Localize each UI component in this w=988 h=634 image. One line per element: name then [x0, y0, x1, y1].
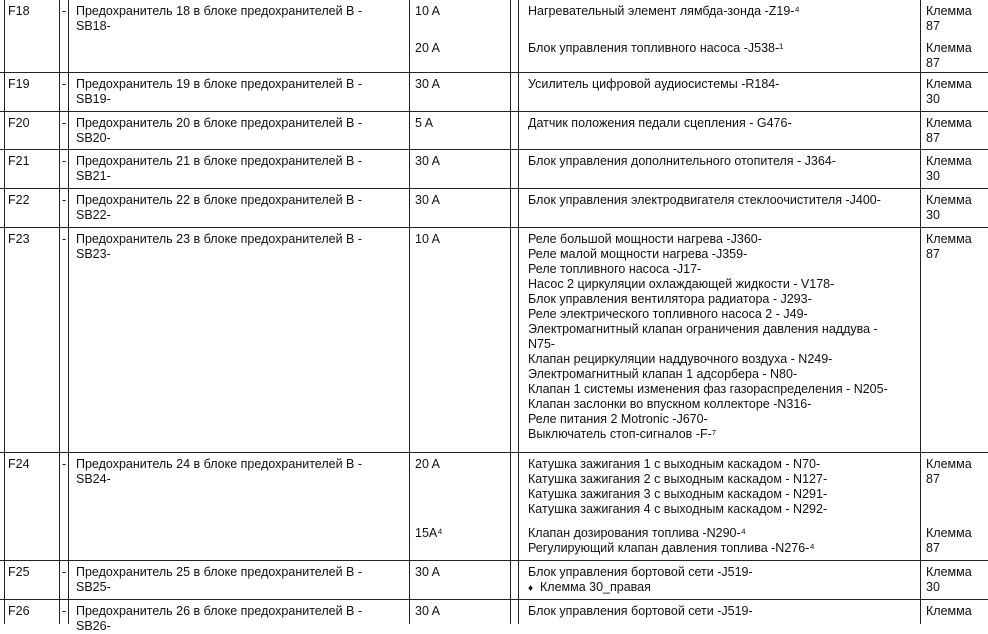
text-line: 87 [926, 247, 940, 261]
terminal [926, 232, 972, 262]
text-line: 30 [926, 208, 940, 222]
text-line: Реле малой мощности нагрева -J359- [528, 247, 748, 261]
text-line: Выключатель стоп-сигналов -F-⁷ [528, 427, 717, 441]
consumer-list [528, 526, 815, 556]
consumer-list [528, 4, 800, 19]
fuse-id: F19 [8, 77, 30, 91]
text-line: SB22- [76, 208, 111, 222]
row-divider [0, 149, 988, 150]
amperage: 30 A [415, 77, 441, 91]
dash-cell: - [62, 77, 67, 91]
text-line: Клапан дозирования топлива -N290-⁴ [528, 526, 747, 540]
terminal [926, 565, 972, 595]
text-line: Клемма [926, 604, 972, 618]
text-line: Клапан заслонки во впускном коллекторе -N316- [528, 397, 812, 411]
bullet-item [528, 580, 753, 596]
row-divider [0, 188, 988, 189]
text-line: Блок управления топливного насоса -J538-¹ [528, 41, 784, 55]
text-line: SB24- [76, 472, 111, 486]
text-line: 30 [926, 580, 940, 594]
text-line: Усилитель цифровой аудиосистемы -R184- [528, 77, 780, 91]
fuse-description [76, 77, 362, 107]
text-line: Предохранитель 22 в блоке предохранителей В - [76, 193, 363, 207]
row-divider [0, 560, 988, 561]
row-divider [0, 452, 988, 453]
consumer-list [528, 604, 753, 619]
text-line: Предохранитель 26 в блоке предохранителей В - [76, 604, 363, 618]
dash-cell: - [62, 232, 67, 246]
text-line: Клемма [926, 232, 972, 246]
column-divider [59, 0, 60, 624]
consumer-list [528, 232, 888, 442]
text-line: Клапан 1 системы изменения фаз газораспределения - N205- [528, 382, 888, 396]
amperage: 30 A [415, 565, 441, 579]
text-line: Регулирующий клапан давления топлива -N276-⁴ [528, 541, 815, 555]
terminal [926, 4, 972, 34]
text-line: Предохранитель 19 в блоке предохранителей В - [76, 77, 363, 91]
terminal [926, 154, 972, 184]
amperage: 10 A [415, 232, 441, 246]
text-line: 87 [926, 472, 940, 486]
fuse-description [76, 193, 362, 223]
text-line: SB21- [76, 169, 111, 183]
fuse-id: F23 [8, 232, 30, 246]
dash-cell: - [62, 154, 67, 168]
text-line: Нагревательный элемент лямбда-зонда -Z19-⁴ [528, 4, 800, 18]
text-line: Клемма [926, 116, 972, 130]
terminal [926, 77, 972, 107]
consumer-list [528, 154, 836, 169]
row-divider [0, 599, 988, 600]
consumer-list [528, 77, 779, 92]
fuse-id: F26 [8, 604, 30, 618]
fuse-id: F25 [8, 565, 30, 579]
fuse-description [76, 154, 362, 184]
fuse-description [76, 604, 362, 634]
text-line: Клемма [926, 565, 972, 579]
column-divider [920, 0, 921, 624]
amperage: 30 A [415, 604, 441, 618]
text-line: 30 [926, 169, 940, 183]
amperage: 20 A [415, 41, 441, 55]
text-line: Электромагнитный клапан 1 адсорбера - N80- [528, 367, 798, 381]
text-line: SB23- [76, 247, 111, 261]
text-line: Клемма [926, 4, 972, 18]
amperage: 15A⁴ [415, 526, 443, 540]
amperage: 30 A [415, 154, 441, 168]
consumer-list [528, 193, 881, 208]
consumer-list [528, 41, 783, 56]
text-line: 87 [926, 19, 940, 33]
text-line: Клемма [926, 154, 972, 168]
fuse-id: F21 [8, 154, 30, 168]
column-divider [510, 0, 511, 624]
text-line: 30 [926, 92, 940, 106]
text-line: Датчик положения педали сцепления - G476- [528, 116, 792, 130]
text-line: Предохранитель 20 в блоке предохранителей В - [76, 116, 363, 130]
text-line: N75- [528, 337, 556, 351]
dash-cell: - [62, 193, 67, 207]
text-line: SB18- [76, 19, 111, 33]
text-line: Блок управления бортовой сети -J519- [528, 565, 753, 579]
text-line: Реле большой мощности нагрева -J360- [528, 232, 762, 246]
fuse-id: F24 [8, 457, 30, 471]
consumer-list [528, 457, 827, 517]
text-line: Блок управления дополнительного отопителя - J364- [528, 154, 836, 168]
column-divider [409, 0, 410, 624]
text-line: SB26- [76, 619, 111, 633]
text-line: SB20- [76, 131, 111, 145]
text-line: 87 [926, 56, 940, 70]
terminal [926, 604, 972, 619]
consumer-list [528, 565, 753, 596]
text-line: Предохранитель 23 в блоке предохранителей В - [76, 232, 363, 246]
diamond-bullet-icon: ♦ [528, 583, 534, 594]
text-line: SB19- [76, 92, 111, 106]
text-line: SB25- [76, 580, 111, 594]
dash-cell: - [62, 457, 67, 471]
text-line: Клемма [926, 41, 972, 55]
text-line: Блок управления электродвигателя стеклоочистителя -J400- [528, 193, 881, 207]
text-line: Предохранитель 24 в блоке предохранителей В - [76, 457, 363, 471]
column-divider [68, 0, 69, 624]
text-line: Реле питания 2 Motronic -J670- [528, 412, 708, 426]
text-line: Катушка зажигания 2 с выходным каскадом - N127- [528, 472, 828, 486]
terminal [926, 116, 972, 146]
text-line: Реле электрического топливного насоса 2 - J49- [528, 307, 808, 321]
consumer-list [528, 116, 792, 131]
fuse-description [76, 232, 362, 262]
fuse-id: F20 [8, 116, 30, 130]
text-line: Клемма [926, 526, 972, 540]
terminal [926, 457, 972, 487]
amperage: 5 A [415, 116, 434, 130]
text-line: Насос 2 циркуляции охлаждающей жидкости - V178- [528, 277, 835, 291]
text-line: Клемма [926, 193, 972, 207]
column-divider [4, 0, 5, 624]
amperage: 10 A [415, 4, 441, 18]
text-line: Предохранитель 25 в блоке предохранителей В - [76, 565, 363, 579]
row-divider [0, 111, 988, 112]
row-divider [0, 227, 988, 228]
amperage: 30 A [415, 193, 441, 207]
terminal [926, 193, 972, 223]
text-line: 87 [926, 541, 940, 555]
row-divider [0, 72, 988, 73]
text-line: Блок управления бортовой сети -J519- [528, 604, 753, 618]
text-line: Клапан рециркуляции наддувочного воздуха - N249- [528, 352, 833, 366]
text-line: 87 [926, 131, 940, 145]
text-line: Предохранитель 18 в блоке предохранителей В - [76, 4, 363, 18]
text-line: Катушка зажигания 3 с выходным каскадом - N291- [528, 487, 828, 501]
text-line: Клемма [926, 77, 972, 91]
fuse-description [76, 457, 362, 487]
fuse-description [76, 565, 362, 595]
text-line: Предохранитель 21 в блоке предохранителей В - [76, 154, 363, 168]
fuse-description [76, 4, 362, 34]
dash-cell: - [62, 604, 67, 618]
terminal [926, 41, 972, 71]
fuse-description [76, 116, 362, 146]
text-line: Реле топливного насоса -J17- [528, 262, 702, 276]
dash-cell: - [62, 4, 67, 18]
text-line: Блок управления вентилятора радиатора - J293- [528, 292, 812, 306]
text-line: Катушка зажигания 1 с выходным каскадом - N70- [528, 457, 821, 471]
bullet-text: Клемма 30_правая [540, 580, 651, 594]
fuse-id: F18 [8, 4, 30, 18]
dash-cell: - [62, 116, 67, 130]
text-line: Катушка зажигания 4 с выходным каскадом - N292- [528, 502, 828, 516]
column-divider [518, 0, 519, 624]
text-line: Электромагнитный клапан ограничения давления наддува - [528, 322, 878, 336]
dash-cell: - [62, 565, 67, 579]
fuse-id: F22 [8, 193, 30, 207]
text-line: Клемма [926, 457, 972, 471]
terminal [926, 526, 972, 556]
amperage: 20 A [415, 457, 441, 471]
